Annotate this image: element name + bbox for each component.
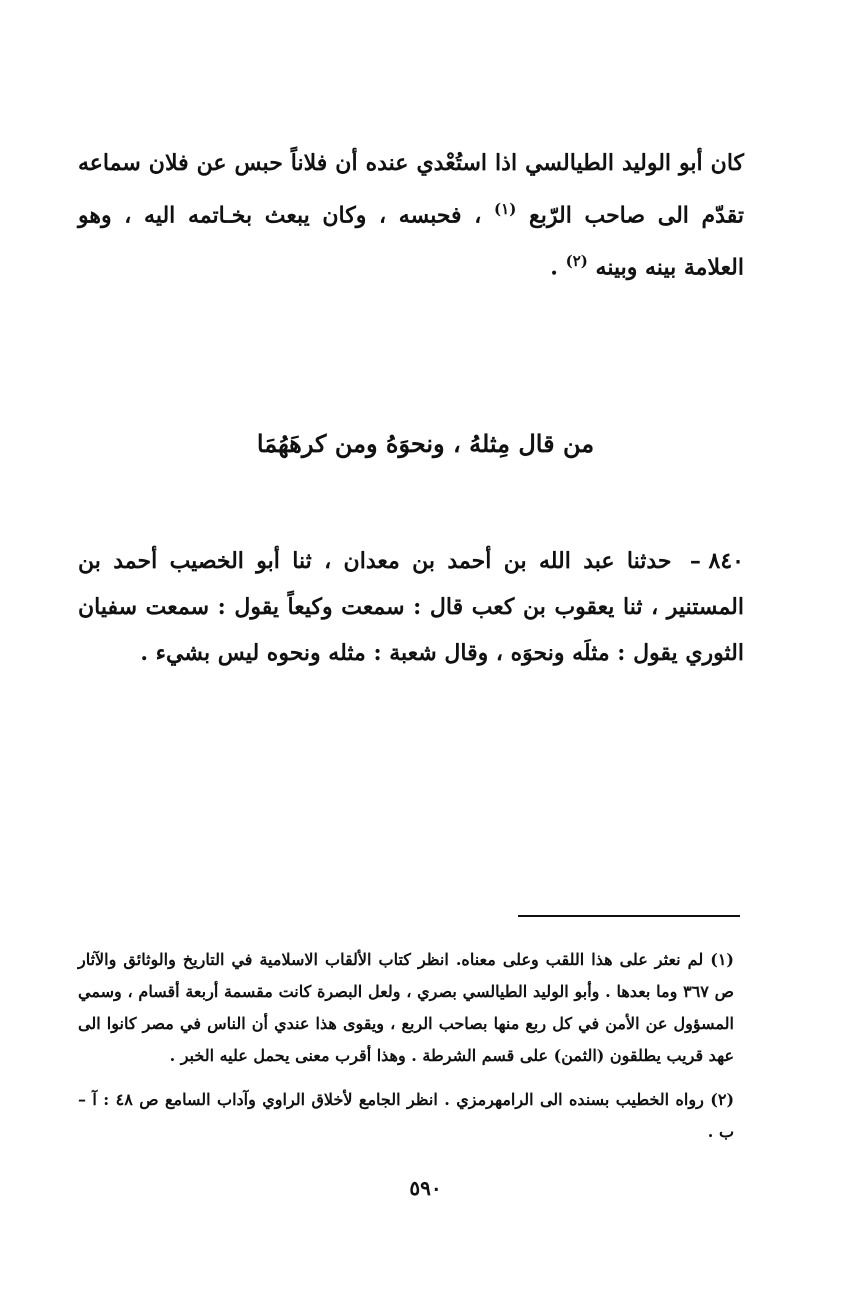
page-number: ٥٩٠ <box>409 1176 442 1200</box>
section-heading: من قال مِثلهُ ، ونحوَهُ ومن كرهَهُمَا <box>256 429 595 458</box>
hadith-number: ٨٤٠ – <box>689 548 744 574</box>
paragraph-1-text-b: ، فحبسه ، وكان يبعث بخـاتمه اليه ، وهو العلامة بينه وبينه <box>78 202 744 281</box>
paragraph-1 <box>78 140 744 291</box>
footnote-1: (١) لم نعثر على هذا اللقب وعلى معناه. انظر كتاب الألقاب الاسلامية في التاريخ والوثائق والآثار ص ٣٦٧ وما بعدها . وأبو الوليد الطيالسي بصري ، ولعل البصرة كانت مقسمة أربعة أقسام ، وسمي المسؤول عن الأمن في كل ربع منها بصاحب الربع ، ويقوى هذا عندي أن الناس في مصر كانوا الى عهد قريب يطلقون (الثمن) على قسم الشرطة . وهذا أقرب معنى يحمل عليه الخبر . <box>78 950 734 1065</box>
paragraph-1-end: . <box>550 254 558 281</box>
footnote-2: (٢) رواه الخطيب بسنده الى الرامهرمزي . انظر الجامع لأخلاق الراوي وآداب السامع ص ٤٨ : آ – ب . <box>78 1090 735 1141</box>
paragraph-840 <box>78 538 744 676</box>
footnote-ref-1: (١) <box>494 200 517 218</box>
footnote-ref-2: (٢) <box>565 252 588 271</box>
footnote-divider <box>518 915 740 917</box>
paragraph-1-text: كان أبو الوليد الطيالسي اذا استُعْدي عنده أن فلاناً حبس عن فلان سماعه تقدّم الى صاحب الرّبع <box>78 150 744 229</box>
paragraph-840-text: حدثنا عبد الله بن أحمد بن معدان ، ثنا أبو الخصيب أحمد بن المستنير ، ثنا يعقوب بن كعب قال : سمعت وكيعاً يقول : سمعت سفيان الثوري يقول : مثلَه ونحوَه ، وقال شعبة : مثله ونحوه ليس بشيء . <box>78 548 744 666</box>
